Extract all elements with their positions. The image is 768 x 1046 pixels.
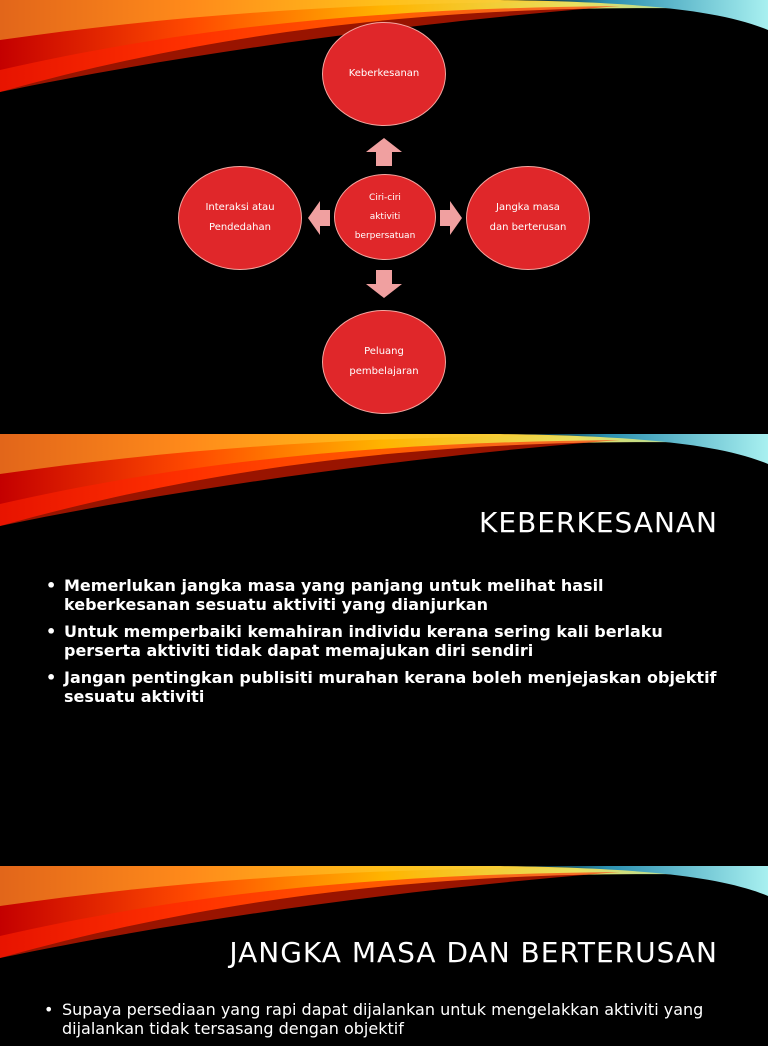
bullet-icon: • (46, 576, 57, 595)
node-right-line-2: dan berterusan (489, 222, 567, 233)
node-center (334, 174, 436, 260)
bullet-icon: • (46, 622, 57, 641)
list-item (44, 622, 728, 660)
arrow-down-icon (366, 270, 402, 298)
node-left-line-1: Interaksi atau (205, 202, 275, 213)
slide-jangka-masa (0, 866, 768, 1038)
node-bottom-line-1: Peluang (364, 346, 404, 357)
node-center-line-2: aktiviti (369, 211, 401, 222)
node-bottom (322, 310, 446, 414)
bullet-text: Supaya persediaan yang rapi dapat dijalankan untuk mengelakkan aktiviti yang dijalankan tidak tersasang dengan objektif (62, 1000, 704, 1038)
slide-diagram (0, 0, 768, 432)
bullet-text: Untuk memperbaiki kemahiran individu kerana sering kali berlaku perserta aktiviti tidak dapat memajukan diri sendiri (64, 622, 663, 660)
list-item (42, 1000, 728, 1038)
slide-title: KEBERKESANAN (479, 506, 718, 539)
list-item (44, 668, 728, 706)
arrow-left-icon (308, 201, 330, 235)
bullet-text: Memerlukan jangka masa yang panjang untuk melihat hasil keberkesanan sesuatu aktiviti yang dianjurkan (64, 576, 604, 614)
node-bottom-line-2: pembelajaran (349, 366, 419, 377)
node-top-line-1: Keberkesanan (348, 68, 420, 79)
arrow-up-icon (366, 138, 402, 166)
bullet-list (44, 576, 728, 714)
slide-keberkesanan (0, 434, 768, 864)
node-right-line-1: Jangka masa (496, 202, 560, 213)
bullet-list (42, 1000, 728, 1046)
node-center-line-1: Ciri-ciri (369, 192, 401, 203)
bullet-text: Jangan pentingkan publisiti murahan kerana boleh menjejaskan objektif sesuatu aktiviti (64, 668, 717, 706)
arrow-right-icon (440, 201, 462, 235)
bullet-icon: • (46, 668, 57, 687)
node-left-line-2: Pendedahan (209, 222, 271, 233)
list-item (44, 576, 728, 614)
node-center-line-3: berpersatuan (354, 230, 416, 241)
slide-title: JANGKA MASA DAN BERTERUSAN (229, 936, 718, 969)
node-left (178, 166, 302, 270)
node-top (322, 22, 446, 126)
decorative-swoosh (0, 434, 768, 574)
node-right (466, 166, 590, 270)
bullet-icon: • (44, 1000, 54, 1019)
